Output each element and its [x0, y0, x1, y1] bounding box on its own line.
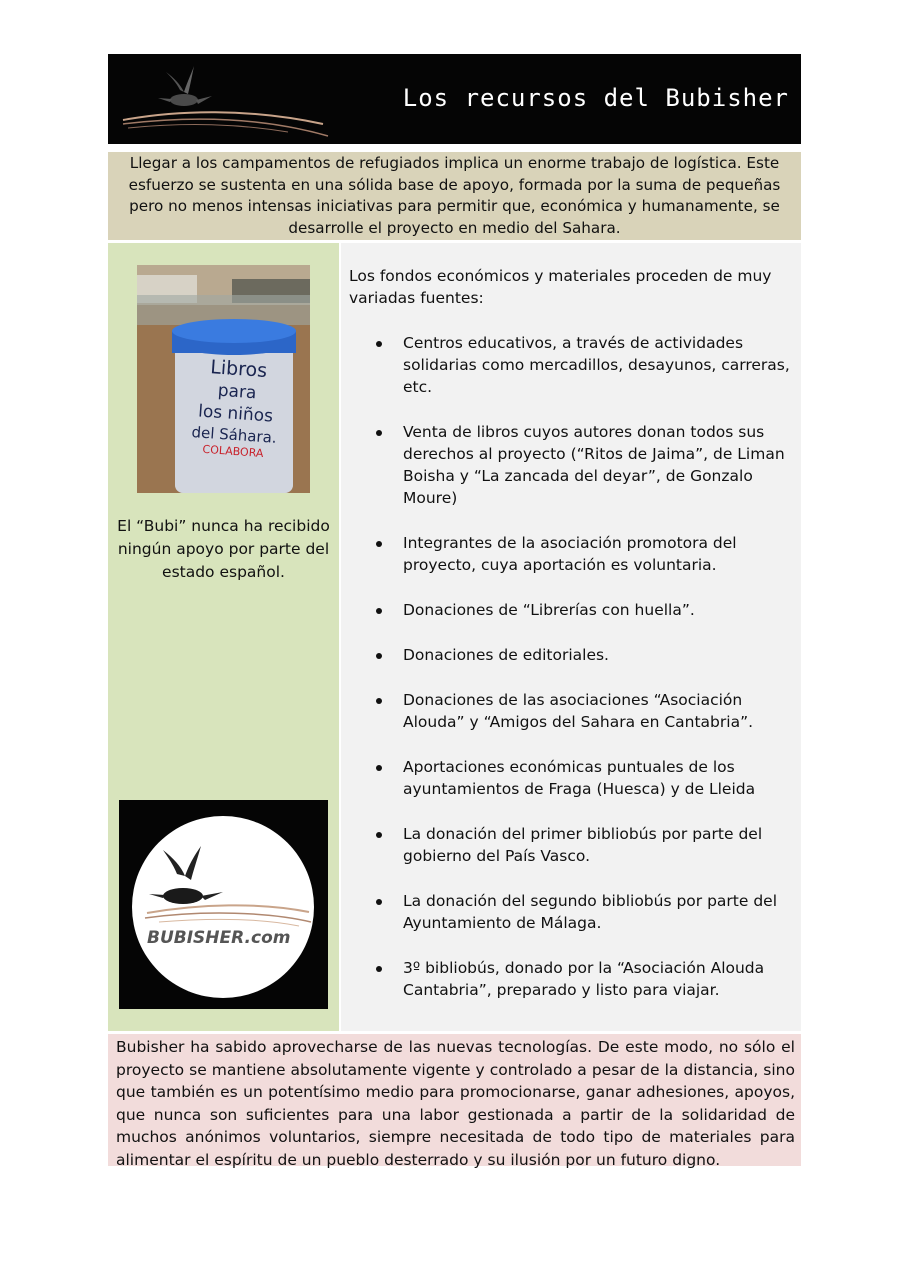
list-item: 3º bibliobús, donado por la “Asociación Alouda Cantabria”, preparado y listo para viajar. [341, 957, 793, 1001]
jar-label-line: los niños [197, 401, 274, 427]
bullet-icon [376, 341, 382, 347]
list-item: Venta de libros cuyos autores donan todos sus derechos al proyecto (“Ritos de Jaima”, de Liman Boisha y “La zancada del deyar”, de Gonzalo Moure) [341, 421, 793, 509]
list-item: Centros educativos, a través de actividades solidarias como mercadillos, desayunos, carreras, etc. [341, 332, 793, 398]
bullet-icon [376, 832, 382, 838]
bird-logo-icon [118, 62, 348, 142]
bullet-icon [376, 899, 382, 905]
left-column [108, 243, 339, 1031]
sources-lead: Los fondos económicos y materiales proceden de muy variadas fuentes: [349, 267, 772, 307]
list-item: Donaciones de “Librerías con huella”. [341, 599, 793, 621]
logo-text: BUBISHER.com [147, 928, 291, 948]
page-title: Los recursos del Bubisher [402, 84, 789, 112]
list-item: Donaciones de las asociaciones “Asociación Alouda” y “Amigos del Sahara en Cantabria”. [341, 689, 793, 733]
bullet-icon [376, 765, 382, 771]
bullet-icon [376, 698, 382, 704]
footer-text: Bubisher ha sabido aprovecharse de las nuevas tecnologías. De este modo, no sólo el proyecto se mantiene absolutamente vigente y controlado a pesar de la distancia, sino que también es un potentísimo medio para promocionarse, ganar adhesiones, apoyos, que nunca son suficientes para una labor gestionada a partir de la solidaridad de muchos anónimos voluntarios, siempre necesitada de todo tipo de materiales para alimentar el espíritu de un pueblo desterrado y su ilusión por un futuro digno. [116, 1038, 795, 1169]
bullet-icon [376, 608, 382, 614]
page-header [108, 54, 801, 144]
bubisher-logo [119, 800, 328, 1009]
bullet-icon [376, 541, 382, 547]
list-item: Donaciones de editoriales. [341, 644, 793, 666]
donation-box-photo [137, 265, 310, 493]
list-item: La donación del segundo bibliobús por parte del Ayuntamiento de Málaga. [341, 890, 793, 934]
jar-label-line: COLABORA [202, 442, 264, 461]
bullet-icon [376, 966, 382, 972]
jar-label-line: para [217, 380, 258, 404]
list-item: Aportaciones económicas puntuales de los ayuntamientos de Fraga (Huesca) y de Lleida [341, 756, 793, 800]
bullet-icon [376, 653, 382, 659]
list-item: Integrantes de la asociación promotora del proyecto, cuya aportación es voluntaria. [341, 532, 793, 576]
intro-text: Llegar a los campamentos de refugiados implica un enorme trabajo de logística. Este esfuerzo se sustenta en una sólida base de apoyo, formada por la suma de pequeñas pero no menos intensas iniciativas para permitir que, económica y humanamente, se desarrolle el proyecto en medio del Sahara. [128, 154, 781, 237]
footer-box [108, 1034, 801, 1169]
list-item: La donación del primer bibliobús por parte del gobierno del País Vasco. [341, 823, 793, 867]
sidebar-caption: El “Bubi” nunca ha recibido ningún apoyo por parte del estado español. [117, 517, 330, 581]
right-column [341, 243, 801, 1031]
jar-label-line: del Sáhara. [190, 422, 278, 447]
bullet-icon [376, 430, 382, 436]
intro-box [108, 152, 801, 240]
sources-list [341, 332, 793, 1024]
jar-label-line: Libros [209, 356, 268, 383]
